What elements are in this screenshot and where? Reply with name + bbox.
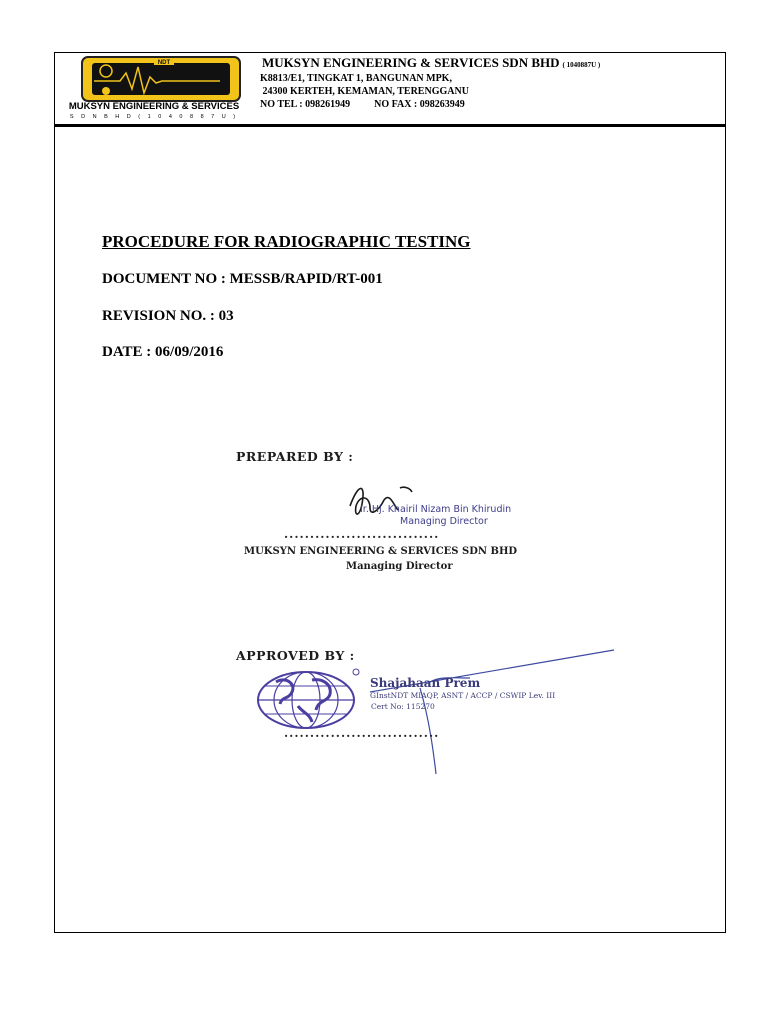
company-name (262, 55, 600, 71)
approver-name: Shajahaan Prem (370, 676, 481, 690)
preparer-company: MUKSYN ENGINEERING & SERVICES SDN BHD (244, 546, 518, 557)
tel-number: NO TEL : 098261949 (260, 99, 351, 110)
signature-line: .............................. (284, 527, 440, 541)
preparer-stamp-title: Managing Director (400, 516, 488, 527)
approval-signature-line: .............................. (284, 726, 440, 740)
address-line-2-text: 24300 KERTEH, KEMAMAN, TERENGGANU (262, 86, 469, 97)
contact-line (260, 99, 465, 110)
approver-qualifications: GInstNDT MIAQP, ASNT / ACCP / CSWIP Lev. III (370, 691, 556, 700)
address-line-2 (260, 86, 469, 97)
approver-cert-number: Cert No: 115270 (371, 702, 435, 711)
revision-number: REVISION NO. : 03 (102, 308, 234, 324)
document-number: DOCUMENT NO : MESSB/RAPID/RT-001 (102, 271, 383, 287)
fax-number: NO FAX : 098263949 (374, 99, 465, 110)
document-date: DATE : 06/09/2016 (102, 344, 224, 360)
logo-company-name: MUKSYN ENGINEERING & SERVICES (68, 101, 240, 112)
logo-badge: NDT (157, 60, 171, 66)
logo-reg-number: S D N B H D ( 1 0 4 0 8 8 7 U ) (69, 114, 239, 120)
preparer-name: Ir. Hj. Khairil Nizam Bin Khirudin (360, 504, 512, 515)
company-name-text: MUKSYN ENGINEERING & SERVICES SDN BHD (262, 55, 560, 70)
approved-by-label: APPROVED BY : (236, 648, 355, 663)
header-divider (54, 124, 726, 127)
address-line-1: K8813/E1, TINGKAT 1, BANGUNAN MPK, (260, 73, 452, 84)
document-title: PROCEDURE FOR RADIOGRAPHIC TESTING (102, 232, 471, 251)
prepared-by-label: PREPARED BY : (236, 449, 354, 464)
approver-signature (360, 648, 620, 782)
company-reg: ( 1040887U ) (562, 61, 601, 69)
preparer-role: Managing Director (346, 561, 453, 572)
